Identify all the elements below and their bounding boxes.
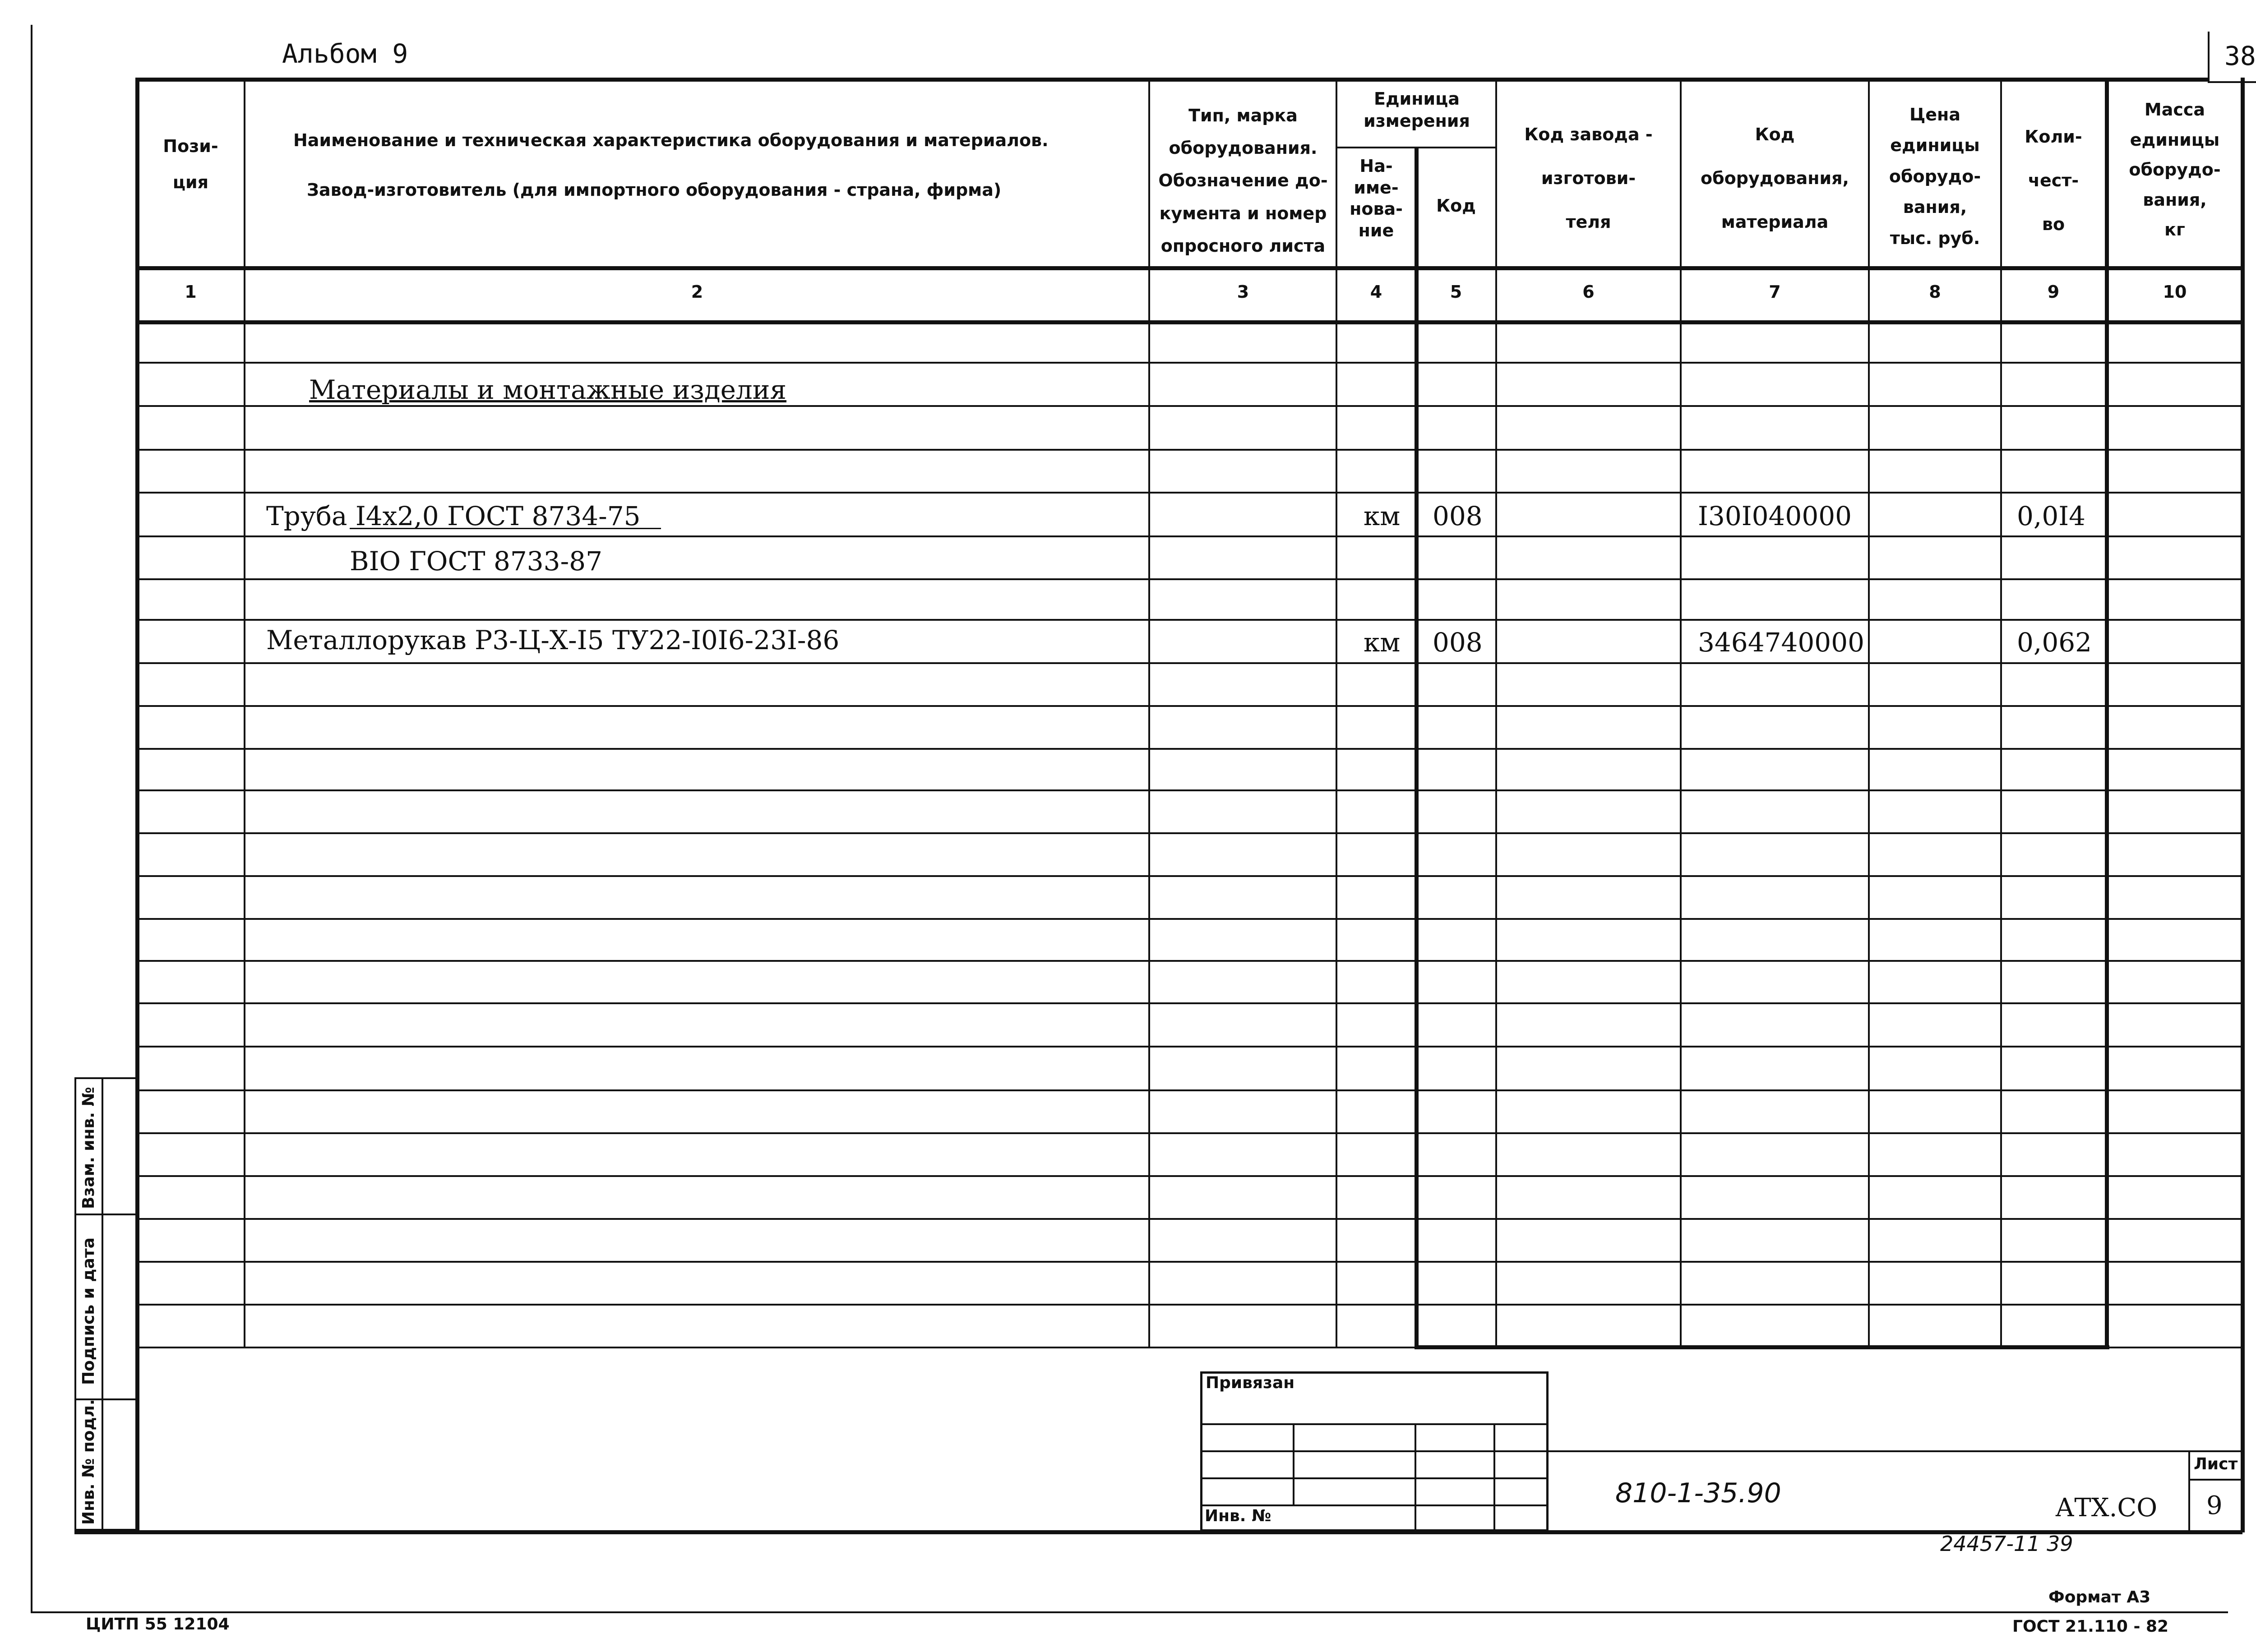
item-1-name: Труба I4x2,0 ГОСТ 8734-75 (266, 501, 641, 531)
album-label: Альбом 9 (282, 38, 408, 69)
footer-gost: ГОСТ 21.110 - 82 (2012, 1617, 2169, 1636)
col-line-5 (1495, 78, 1497, 1347)
stamp-title-top (1549, 1450, 2242, 1452)
col-number-1: 1 (185, 282, 197, 302)
col-number-9: 9 (2047, 282, 2060, 302)
item-1-unit-code: 008 (1433, 501, 1483, 531)
row-line (135, 1304, 2242, 1306)
row-line (135, 705, 2242, 707)
col-number-2: 2 (691, 282, 703, 302)
footer-citp: ЦИТП 55 12104 (86, 1615, 230, 1634)
row-line (135, 832, 2242, 834)
header-unit-code: Код (1436, 196, 1476, 216)
row-line (135, 1175, 2242, 1177)
page-number: 38 (2224, 41, 2256, 71)
side-label-inv: Инв. № подл. (79, 1399, 98, 1525)
stamp-line (1200, 1423, 1549, 1425)
col-number-3: 3 (1237, 282, 1249, 302)
stamp-privyazan: Привязан (1206, 1374, 1295, 1392)
row-line (135, 662, 2242, 664)
row-line (135, 748, 2242, 750)
row-line (135, 578, 2242, 580)
body-bottom (135, 1347, 2242, 1348)
row-line (135, 449, 2242, 451)
item-1-unit: км (1364, 501, 1401, 531)
colnum-bottom (135, 320, 2242, 324)
col-number-8: 8 (1929, 282, 1941, 302)
row-line (135, 1218, 2242, 1220)
stamp-col (1415, 1423, 1416, 1532)
row-line (135, 405, 2242, 407)
row-line (135, 960, 2242, 962)
col-line-7 (1868, 78, 1870, 1347)
frame-left (31, 25, 32, 1613)
side-split-1 (74, 1214, 135, 1215)
table-bottom (74, 1530, 2242, 1534)
header-factory-code: Код завода - изготови- теля (1524, 125, 1653, 232)
header-price: Цена единицы оборудо- вания, тыс. руб. (1889, 105, 1981, 248)
row-line (135, 1089, 2242, 1091)
header-bottom (135, 266, 2242, 270)
frame-bottom (31, 1611, 2228, 1613)
stamp-sheet-label: Лист (2194, 1455, 2238, 1473)
stamp-line (1200, 1477, 1549, 1479)
side-label-vzam: Взам. инв. № (79, 1087, 98, 1209)
stamp-sheet-no: 9 (2206, 1491, 2223, 1520)
item-1-underline (350, 528, 661, 529)
item-2-unit-code: 008 (1433, 627, 1483, 658)
col-number-6: 6 (1582, 282, 1595, 302)
row-line (135, 1261, 2242, 1263)
header-name-line1: Наименование и техническая характеристика оборудования и материалов. (293, 130, 1049, 150)
header-type: Тип, марка оборудования. Обозначение до- кумента и номер опросного листа (1158, 106, 1328, 256)
header-quantity: Коли- чест- во (2025, 127, 2082, 234)
item-2-name: Металлорукав Р3-Ц-Х-I5 ТУ22-I0I6-23I-86 (266, 625, 840, 655)
col-number-5: 5 (1450, 282, 1462, 302)
col-line-6 (1680, 78, 1682, 1347)
side-strip-divider (102, 1077, 103, 1531)
row-line (135, 362, 2242, 364)
side-label-podpis: Подпись и дата (79, 1237, 98, 1385)
section-title: Материалы и монтажные изделия (309, 374, 786, 405)
col-number-10: 10 (2163, 282, 2187, 302)
row-line (135, 875, 2242, 877)
col-line-1 (244, 78, 245, 1347)
header-position: Пози- ция (163, 136, 218, 192)
table-top (138, 78, 2208, 82)
row-line (135, 1132, 2242, 1134)
row-line (135, 789, 2242, 791)
header-equipment-code: Код оборудования, материала (1701, 125, 1849, 232)
stamp-archive-number: 24457-11 39 (1940, 1532, 2073, 1556)
col-line-8 (2000, 78, 2002, 1347)
item-2-qty: 0,062 (2017, 627, 2092, 658)
item-1-qty: 0,0I4 (2017, 501, 2086, 531)
col-number-7: 7 (1769, 282, 1781, 302)
stamp-sheet-split (2188, 1479, 2242, 1481)
col-line-2 (1148, 78, 1150, 1347)
row-line (135, 918, 2242, 920)
col-line-9 (2105, 78, 2109, 1347)
col-line-4 (1415, 147, 1419, 1347)
row-line (135, 1002, 2242, 1004)
stamp-col (1293, 1423, 1294, 1504)
stamp-col (1493, 1423, 1495, 1532)
item-2-unit: км (1364, 627, 1401, 658)
footer-format: Формат А3 (2048, 1588, 2151, 1606)
row-line (135, 535, 2242, 537)
table-right (2241, 78, 2245, 1532)
stamp-line (1200, 1450, 1549, 1452)
row-line (135, 492, 2242, 494)
header-mass: Масса единицы оборудо- вания, кг (2129, 100, 2221, 240)
stamp-code: АТХ.СО (2055, 1493, 2158, 1523)
row-line (135, 619, 2242, 621)
item-1-name-line2: BIO ГОСТ 8733-87 (350, 546, 602, 577)
col-line-3 (1336, 78, 1337, 1347)
item-1-code: I30I040000 (1698, 501, 1852, 531)
row-line (135, 1046, 2242, 1047)
header-unit: Единица измерения (1364, 89, 1470, 131)
item-2-code: 3464740000 (1698, 627, 1865, 658)
col-number-4: 4 (1370, 282, 1382, 302)
stamp-doc-number: 810-1-35.90 (1615, 1477, 1781, 1509)
header-name-line2: Завод-изготовитель (для импортного оборудования - страна, фирма) (307, 180, 1002, 200)
header-unit-name: На- име- нова- ние (1350, 156, 1403, 240)
stamp-inv-no: Инв. № (1205, 1507, 1271, 1525)
stamp-line (1200, 1504, 1549, 1506)
